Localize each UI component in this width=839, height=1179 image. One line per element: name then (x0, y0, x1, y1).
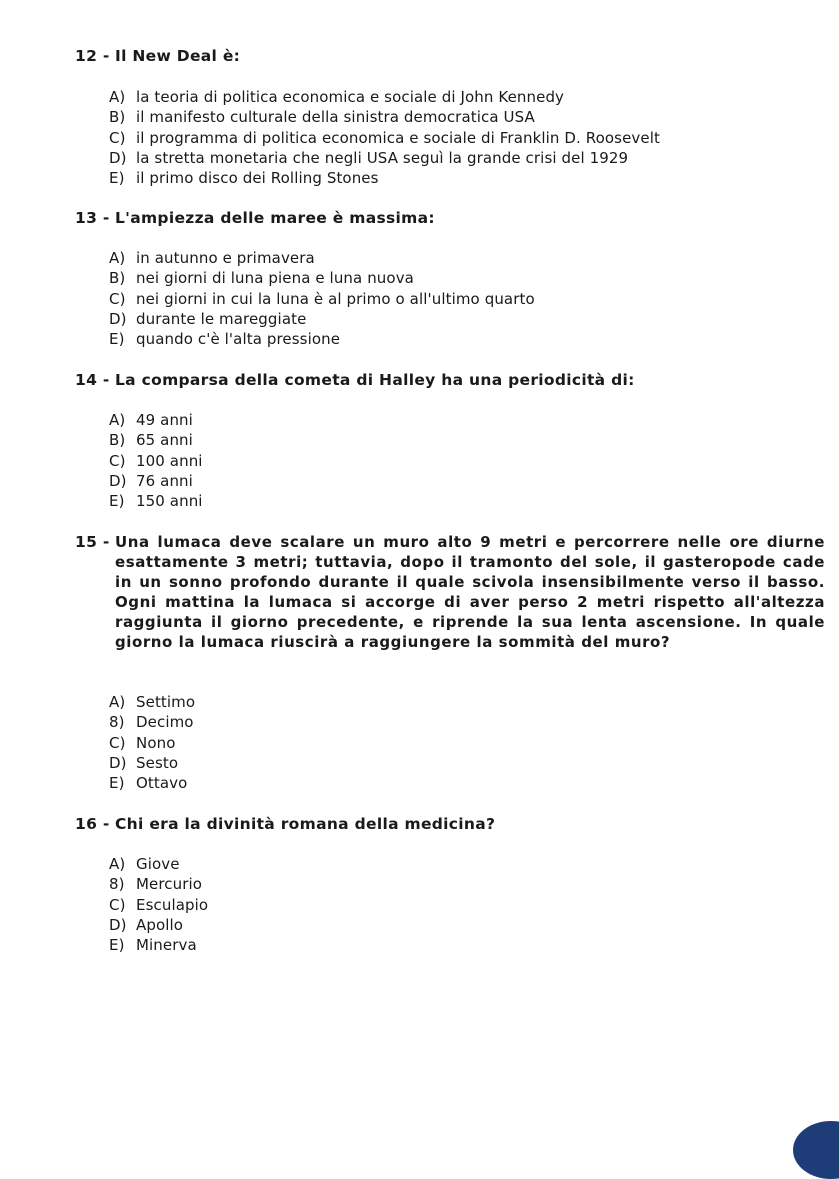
option-letter: A) (109, 249, 126, 267)
options-list (109, 410, 203, 511)
option-text: il primo disco dei Rolling Stones (136, 169, 379, 188)
option-letter: C) (109, 128, 126, 147)
option-text: 65 anni (136, 431, 193, 450)
question-text: Il New Deal è: (115, 47, 241, 65)
option-e (109, 329, 535, 349)
option-text: Mercurio (136, 875, 203, 894)
question-number: 15 - (75, 533, 110, 551)
option-letter: A) (109, 88, 126, 106)
option-letter: E) (109, 492, 125, 511)
option-letter: E) (109, 169, 125, 188)
option-letter: D) (109, 471, 127, 490)
option-d (109, 309, 535, 329)
option-letter: 8) (109, 875, 125, 894)
option-c (109, 289, 535, 309)
option-a (109, 248, 535, 268)
question-number: 16 - (75, 815, 110, 833)
option-text: la teoria di politica economica e sociale di John Kennedy (136, 88, 565, 106)
question-header (0, 532, 839, 652)
option-d (109, 753, 195, 773)
option-d (109, 915, 208, 935)
option-a (109, 87, 660, 107)
option-letter: C) (109, 289, 126, 308)
page-corner-decoration (793, 1121, 839, 1179)
options-list (109, 692, 195, 793)
question-text: Una lumaca deve scalare un muro alto 9 metri e percorrere nelle ore diurne esattamente 3 metri; tuttavia, dopo il tramonto del sole, il gasteropode cade in un sonno profondo durante il quale scivola insensibilmente verso il basso. Ogni mattina la lumaca si accorge di aver perso 2 metri rispetto all'altezza raggiunta il giorno precedente, e riprende la sua lenta ascensione. In quale giorno la lumaca riuscirà a raggiungere la sommità del muro? (115, 533, 825, 651)
option-text: Decimo (136, 713, 194, 732)
question-number: 12 - (75, 47, 110, 65)
option-e (109, 935, 208, 955)
option-text: il manifesto culturale della sinistra democratica USA (136, 108, 535, 127)
question-15 (0, 532, 839, 652)
option-letter: A) (109, 411, 126, 429)
option-letter: B) (109, 269, 126, 288)
option-letter: E) (109, 774, 125, 793)
option-a (109, 692, 195, 712)
option-letter: 8) (109, 713, 125, 732)
question-text: L'ampiezza delle maree è massima: (115, 209, 435, 227)
option-c (109, 895, 208, 915)
option-text: nei giorni di luna piena e luna nuova (136, 269, 414, 288)
option-b (109, 874, 208, 894)
option-letter: E) (109, 936, 125, 955)
option-text: il programma di politica economica e sociale di Franklin D. Roosevelt (136, 128, 660, 147)
option-b (109, 107, 660, 127)
option-text: Sesto (136, 753, 179, 772)
option-letter: A) (109, 855, 126, 873)
options-list (109, 854, 208, 955)
option-a (109, 410, 203, 430)
option-letter: B) (109, 108, 126, 127)
option-letter: D) (109, 309, 127, 328)
option-text: in autunno e primavera (136, 249, 315, 267)
options-list (109, 248, 535, 349)
question-number: 14 - (75, 371, 110, 389)
option-letter: E) (109, 330, 125, 349)
option-text: 49 anni (136, 411, 193, 429)
option-text: Giove (136, 855, 180, 873)
option-letter: B) (109, 431, 126, 450)
option-text: Esculapio (136, 895, 209, 914)
option-text: 150 anni (136, 492, 203, 511)
option-c (109, 733, 195, 753)
option-text: Ottavo (136, 774, 188, 793)
option-e (109, 168, 660, 188)
question-number: 13 - (75, 209, 110, 227)
option-letter: C) (109, 451, 126, 470)
options-list (109, 87, 660, 188)
option-text: Settimo (136, 693, 196, 711)
option-e (109, 773, 195, 793)
option-d (109, 471, 203, 491)
option-b (109, 712, 195, 732)
option-letter: D) (109, 148, 127, 167)
option-a (109, 854, 208, 874)
option-letter: D) (109, 753, 127, 772)
option-text: nei giorni in cui la luna è al primo o all'ultimo quarto (136, 289, 535, 308)
option-b (109, 430, 203, 450)
option-text: Apollo (136, 915, 184, 934)
option-c (109, 128, 660, 148)
option-b (109, 268, 535, 288)
option-text: Minerva (136, 936, 197, 955)
question-text: Chi era la divinità romana della medicina? (115, 815, 496, 833)
option-text: Nono (136, 733, 176, 752)
option-letter: D) (109, 915, 127, 934)
option-text: 100 anni (136, 451, 203, 470)
option-text: la stretta monetaria che negli USA seguì la grande crisi del 1929 (136, 148, 629, 167)
option-letter: C) (109, 733, 126, 752)
option-d (109, 148, 660, 168)
option-letter: C) (109, 895, 126, 914)
option-text: quando c'è l'alta pressione (136, 330, 341, 349)
option-text: 76 anni (136, 471, 193, 490)
question-text: La comparsa della cometa di Halley ha una periodicità di: (115, 371, 635, 389)
option-e (109, 491, 203, 511)
option-c (109, 451, 203, 471)
option-letter: A) (109, 693, 126, 711)
option-text: durante le mareggiate (136, 309, 307, 328)
